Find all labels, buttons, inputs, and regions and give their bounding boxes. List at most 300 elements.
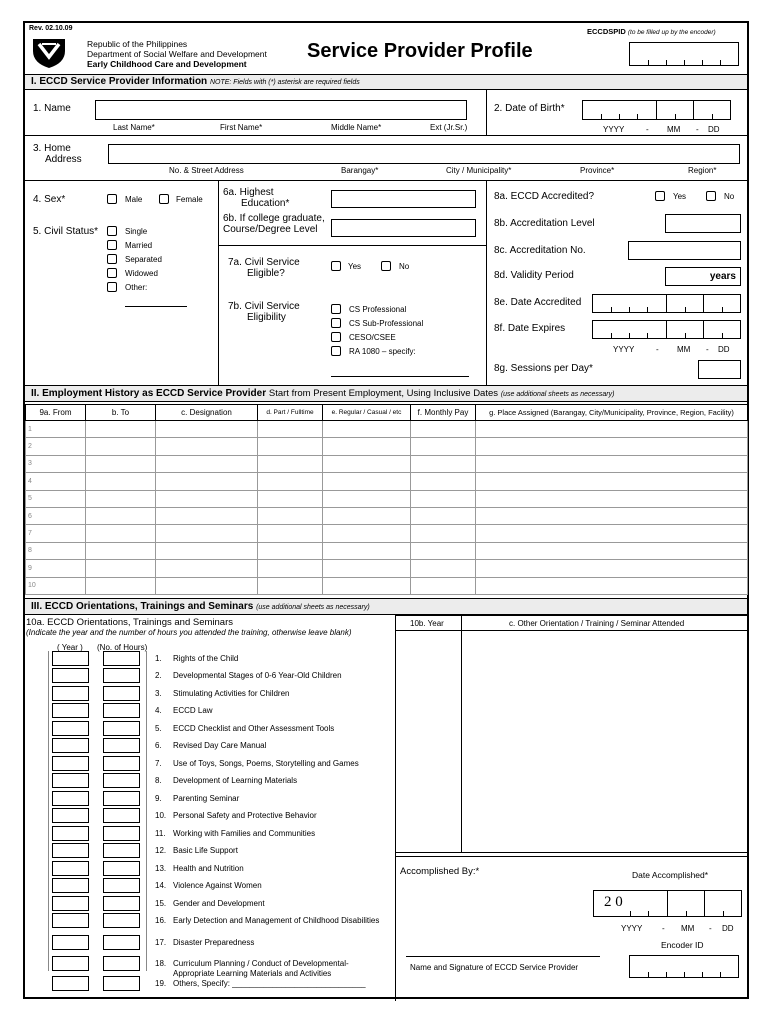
training-title: Curriculum Planning / Conduct of Developmental-Appropriate Learning Materials and Activities: [173, 959, 349, 978]
training-title: Working with Families and Communities: [173, 829, 316, 838]
other-checkbox[interactable]: [107, 282, 117, 292]
list-item: [155, 689, 383, 699]
table-cell[interactable]: [156, 455, 258, 472]
table-cell[interactable]: [156, 577, 258, 594]
eccdspid-note: (to be filled up by the encoder): [627, 29, 716, 36]
training-number: 11.: [155, 829, 166, 838]
training-title: Health and Nutrition: [173, 864, 244, 873]
training-hours-field[interactable]: [103, 826, 140, 841]
training-title: ECCD Law: [173, 706, 213, 715]
service-provider-profile-form: [23, 21, 749, 999]
eccdspid-field[interactable]: [629, 42, 739, 66]
table-cell[interactable]: [476, 577, 748, 594]
training-hours-field[interactable]: [103, 668, 140, 683]
table-cell[interactable]: [156, 560, 258, 577]
training-number: 6.: [155, 741, 162, 750]
validity-period-field[interactable]: [665, 267, 741, 286]
other-specify-line[interactable]: [125, 306, 187, 307]
table-cell[interactable]: [86, 560, 156, 577]
row-number-cell[interactable]: 6: [26, 507, 86, 524]
table-row: [26, 542, 748, 559]
training-number: 10.: [155, 811, 167, 820]
table-row: [26, 473, 748, 490]
table-cell[interactable]: [411, 542, 476, 559]
edu-6a-label-1: 6a. Highest: [223, 187, 274, 198]
city-label: City / Municipality*: [446, 166, 512, 175]
table-cell[interactable]: [86, 507, 156, 524]
training-title: Disaster Preparedness: [173, 938, 255, 947]
training-number: 13.: [155, 864, 167, 873]
region-label: Region*: [688, 166, 717, 175]
separated-checkbox[interactable]: [107, 254, 117, 264]
years-label: years: [709, 271, 736, 282]
training-hours-field[interactable]: [103, 935, 140, 950]
dob-yyyy: YYYY: [603, 125, 625, 134]
row-number-cell[interactable]: 7: [26, 525, 86, 542]
table-cell[interactable]: [156, 490, 258, 507]
table-cell[interactable]: [476, 542, 748, 559]
barangay-label: Barangay*: [341, 166, 379, 175]
row-number-cell[interactable]: 4: [26, 473, 86, 490]
widowed-label: Widowed: [125, 269, 158, 278]
acc-8a-label: 8a. ECCD Accredited?: [494, 191, 595, 202]
row-number-cell[interactable]: 8: [26, 542, 86, 559]
dob-label: 2. Date of Birth*: [494, 103, 565, 114]
other-year-head: 10b. Year: [410, 619, 444, 628]
edu-6b-label-1: 6b. If college graduate,: [223, 213, 325, 224]
cs-7b-label-1: 7b. Civil Service: [228, 301, 300, 312]
exp-dash2: -: [706, 345, 709, 354]
list-item: [155, 654, 383, 664]
male-checkbox[interactable]: [107, 194, 117, 204]
list-item: [155, 776, 383, 786]
table-cell[interactable]: [156, 438, 258, 455]
table-row: [26, 507, 748, 524]
col-part-fulltime: d. Part / Fulltime: [258, 405, 323, 421]
female-checkbox[interactable]: [159, 194, 169, 204]
accredited-no-label: No: [724, 192, 735, 201]
table-cell[interactable]: [86, 542, 156, 559]
training-year-field[interactable]: [52, 896, 89, 911]
table-cell[interactable]: [86, 421, 156, 438]
training-hours-field[interactable]: [103, 808, 140, 823]
cs-eligible-no-checkbox[interactable]: [381, 261, 391, 271]
training-hours-field[interactable]: [103, 896, 140, 911]
training-year-field[interactable]: [52, 686, 89, 701]
table-row: [26, 560, 748, 577]
table-row: [26, 455, 748, 472]
cs-professional-label: CS Professional: [349, 305, 407, 314]
table-cell[interactable]: [476, 507, 748, 524]
accomp-dash2: -: [709, 924, 712, 933]
dob-dd: DD: [708, 125, 720, 134]
date-accredited-field[interactable]: [592, 294, 741, 313]
training-number: 2.: [155, 671, 162, 680]
signature-line[interactable]: [406, 956, 600, 957]
table-cell[interactable]: [86, 455, 156, 472]
training-year-field[interactable]: [52, 668, 89, 683]
training-hours-field[interactable]: [103, 976, 140, 991]
table-cell[interactable]: [258, 525, 323, 542]
table-cell[interactable]: [411, 577, 476, 594]
table-cell[interactable]: [156, 507, 258, 524]
training-number: 1.: [155, 654, 162, 663]
col-place-assigned: g. Place Assigned (Barangay, City/Municipality, Province, Region, Facility): [476, 405, 748, 421]
training-number: 18.: [155, 959, 167, 968]
single-checkbox[interactable]: [107, 226, 117, 236]
section2-title: II. Employment History as ECCD Service Provider: [31, 388, 267, 399]
accredited-yes-checkbox[interactable]: [655, 191, 665, 201]
section1-note: NOTE: Fields with (*) asterisk are required fields: [209, 79, 360, 86]
list-item: [155, 938, 383, 948]
row-number-cell[interactable]: 3: [26, 455, 86, 472]
date-prefix: 2 0: [604, 894, 623, 910]
training-year-field[interactable]: [52, 956, 89, 971]
table-cell[interactable]: [86, 473, 156, 490]
list-item: [155, 794, 383, 804]
row-number-cell[interactable]: 5: [26, 490, 86, 507]
table-cell[interactable]: [411, 507, 476, 524]
table-row: [26, 438, 748, 455]
table-cell[interactable]: [258, 438, 323, 455]
training-hours-field[interactable]: [103, 686, 140, 701]
row-number-cell[interactable]: 2: [26, 438, 86, 455]
training-year-field[interactable]: [52, 861, 89, 876]
list-item: [155, 724, 383, 734]
table-cell[interactable]: [323, 421, 411, 438]
middle-name-label: Middle Name*: [331, 123, 382, 132]
table-cell[interactable]: [258, 542, 323, 559]
table-cell[interactable]: [258, 507, 323, 524]
training-year-field[interactable]: [52, 808, 89, 823]
male-label: Male: [125, 195, 143, 204]
training-year-field[interactable]: [52, 913, 89, 928]
training-hours-field[interactable]: [103, 843, 140, 858]
row-number-cell[interactable]: 1: [26, 421, 86, 438]
table-cell[interactable]: [86, 438, 156, 455]
encoder-id-label: Encoder ID: [661, 940, 704, 950]
table-cell[interactable]: [258, 490, 323, 507]
training-hours-field[interactable]: [103, 913, 140, 928]
signature-label: Name and Signature of ECCD Service Provider: [410, 963, 579, 972]
table-row: [26, 577, 748, 594]
dob-dash2: -: [696, 125, 699, 134]
acc-8b-label: 8b. Accreditation Level: [494, 218, 595, 229]
list-item: [155, 979, 383, 989]
single-label: Single: [125, 227, 148, 236]
training-title: Others, Specify: ______________________________: [173, 979, 366, 988]
list-item: [155, 741, 383, 751]
training-number: 4.: [155, 706, 162, 715]
training-hours-field[interactable]: [103, 956, 140, 971]
list-item: [155, 706, 383, 716]
list-item: [155, 864, 383, 874]
acc-8d-label: 8d. Validity Period: [494, 270, 574, 281]
first-name-label: First Name*: [220, 123, 263, 132]
table-cell[interactable]: [476, 438, 748, 455]
table-row: [26, 490, 748, 507]
list-item: [155, 881, 383, 891]
table-cell[interactable]: [411, 455, 476, 472]
dob-dash1: -: [646, 125, 649, 134]
cs-7a-label-1: 7a. Civil Service: [228, 257, 300, 268]
col-to: b. To: [86, 405, 156, 421]
table-cell[interactable]: [411, 525, 476, 542]
dswd-logo-icon: [31, 37, 67, 69]
training-title: Basic Life Support: [173, 846, 238, 855]
ext-label: Ext (Jr.Sr.): [430, 123, 468, 132]
training-year-field[interactable]: [52, 721, 89, 736]
other-training-head: c. Other Orientation / Training / Seminar Attended: [509, 619, 685, 628]
training-hours-field[interactable]: [103, 703, 140, 718]
table-cell[interactable]: [323, 507, 411, 524]
training-number: 3.: [155, 689, 162, 698]
table-cell[interactable]: [323, 577, 411, 594]
eccdspid-title: ECCDSPID: [587, 27, 626, 36]
row-number-cell[interactable]: 10: [26, 577, 86, 594]
table-cell[interactable]: [323, 438, 411, 455]
section3-title: III. ECCD Orientations, Trainings and Seminars: [31, 601, 254, 612]
encoder-id-field[interactable]: [629, 955, 739, 978]
training-number: 19.: [155, 979, 167, 988]
training-year-field[interactable]: [52, 773, 89, 788]
col-from: 9a. From: [26, 405, 86, 421]
row-number-cell[interactable]: 9: [26, 560, 86, 577]
eccdspid-label: [587, 27, 716, 36]
training-hours-field[interactable]: [103, 651, 140, 666]
date-accomplished-field[interactable]: [593, 890, 742, 917]
table-cell[interactable]: [156, 421, 258, 438]
table-cell[interactable]: [476, 525, 748, 542]
accredited-yes-label: Yes: [673, 192, 687, 201]
table-row: [26, 525, 748, 542]
married-checkbox[interactable]: [107, 240, 117, 250]
cs-sub-professional-label: CS Sub-Professional: [349, 319, 424, 328]
training-year-field[interactable]: [52, 738, 89, 753]
section3-note: (use additional sheets as necessary): [256, 604, 370, 611]
table-cell[interactable]: [258, 577, 323, 594]
accredited-no-checkbox[interactable]: [706, 191, 716, 201]
accomplished-by-label: Accomplished By:*: [400, 866, 480, 877]
training-title: Stimulating Activities for Children: [173, 689, 290, 698]
accomp-mm: MM: [681, 924, 695, 933]
home-address-field[interactable]: [108, 144, 740, 164]
agency-line1: Republic of the Philippines: [87, 39, 188, 49]
province-label: Province*: [580, 166, 615, 175]
table-cell[interactable]: [323, 542, 411, 559]
cs-eligible-no-label: No: [399, 262, 410, 271]
training-hours-field[interactable]: [103, 791, 140, 806]
civil-status-label: 5. Civil Status*: [33, 226, 99, 237]
table-cell[interactable]: [323, 490, 411, 507]
table-header-row: [26, 405, 748, 421]
acc-8c-label: 8c. Accreditation No.: [494, 245, 586, 256]
accomp-yyyy: YYYY: [621, 924, 643, 933]
table-cell[interactable]: [476, 473, 748, 490]
table-cell[interactable]: [258, 421, 323, 438]
acc-8f-label: 8f. Date Expires: [494, 323, 566, 334]
training-number: 15.: [155, 899, 167, 908]
table-cell[interactable]: [411, 490, 476, 507]
training-year-field[interactable]: [52, 878, 89, 893]
table-cell[interactable]: [156, 542, 258, 559]
cs-professional-checkbox[interactable]: [331, 304, 341, 314]
training-number: 9.: [155, 794, 162, 803]
training-year-field[interactable]: [52, 651, 89, 666]
dob-field[interactable]: [582, 100, 731, 120]
section2-note: (use additional sheets as necessary): [500, 391, 615, 398]
training-number: 8.: [155, 776, 162, 785]
name-field[interactable]: [95, 100, 467, 120]
training-number: 14.: [155, 881, 167, 890]
table-cell[interactable]: [156, 473, 258, 490]
training-title: ECCD Checklist and Other Assessment Tools: [173, 724, 335, 733]
training-title: Gender and Development: [173, 899, 265, 908]
list-item: [155, 846, 383, 856]
section3-header: [25, 598, 747, 615]
education-field[interactable]: [331, 190, 476, 208]
agency-line2: Department of Social Welfare and Development: [87, 49, 267, 59]
training-number: 7.: [155, 759, 162, 768]
training-year-field[interactable]: [52, 826, 89, 841]
training-hours-field[interactable]: [103, 861, 140, 876]
training-hours-field[interactable]: [103, 756, 140, 771]
sex-label: 4. Sex*: [33, 194, 66, 205]
training-year-field[interactable]: [52, 843, 89, 858]
table-cell[interactable]: [411, 438, 476, 455]
other-trainings-area[interactable]: [396, 631, 747, 852]
table-cell[interactable]: [323, 473, 411, 490]
table-cell[interactable]: [476, 560, 748, 577]
street-label: No. & Street Address: [169, 166, 244, 175]
col-designation: c. Designation: [156, 405, 258, 421]
table-cell[interactable]: [323, 525, 411, 542]
training-year-field[interactable]: [52, 976, 89, 991]
table-cell[interactable]: [258, 473, 323, 490]
table-cell[interactable]: [86, 490, 156, 507]
list-item: [155, 899, 383, 909]
section1-header: [25, 74, 747, 90]
training-hours-field[interactable]: [103, 878, 140, 893]
hours-column-head: (No. of Hours): [97, 643, 148, 652]
table-cell[interactable]: [258, 455, 323, 472]
accreditation-level-field[interactable]: [665, 214, 741, 233]
ceso-label: CESO/CSEE: [349, 333, 396, 342]
section2-header: [25, 385, 747, 402]
table-cell[interactable]: [86, 525, 156, 542]
table-cell[interactable]: [323, 560, 411, 577]
acc-8g-label: 8g. Sessions per Day*: [494, 363, 593, 374]
date-expires-field[interactable]: [592, 320, 741, 339]
list-item: [155, 759, 383, 769]
table-cell[interactable]: [476, 421, 748, 438]
col-regular-casual: e. Regular / Casual / etc: [323, 405, 411, 421]
edu-6a-label-2: Education*: [241, 198, 290, 209]
training-year-field[interactable]: [52, 703, 89, 718]
list-item: [155, 916, 383, 926]
date-accomplished-label: Date Accomplished*: [632, 870, 709, 880]
list-item: [155, 811, 383, 821]
training-year-field[interactable]: [52, 935, 89, 950]
training-title: Use of Toys, Songs, Poems, Storytelling and Games: [173, 759, 359, 768]
training-year-field[interactable]: [52, 756, 89, 771]
year-column-head: ( Year ): [57, 643, 83, 652]
list-item: [155, 829, 383, 839]
trainings-note: (Indicate the year and the number of hours you attended the training, otherwise leave blank): [26, 628, 352, 637]
acc-8e-label: 8e. Date Accredited: [494, 297, 582, 308]
cs-eligible-yes-checkbox[interactable]: [331, 261, 341, 271]
table-cell[interactable]: [476, 490, 748, 507]
table-row: [26, 421, 748, 438]
ra1080-specify-line[interactable]: [331, 376, 469, 377]
female-label: Female: [176, 195, 203, 204]
training-number: 16.: [155, 916, 167, 925]
training-title: Development of Learning Materials: [173, 776, 298, 785]
training-title: Parenting Seminar: [173, 794, 240, 803]
section2-subtitle: Start from Present Employment, Using Inclusive Dates: [268, 388, 499, 399]
home-label-2: Address: [45, 154, 82, 165]
exp-mm: MM: [677, 345, 691, 354]
table-cell[interactable]: [156, 525, 258, 542]
rev-label: Rev. 02.10.09: [29, 25, 73, 32]
employment-history-table: [25, 404, 748, 595]
table-cell[interactable]: [86, 577, 156, 594]
name-label: 1. Name: [33, 103, 71, 114]
table-cell[interactable]: [476, 455, 748, 472]
home-label-1: 3. Home: [33, 143, 71, 154]
sessions-per-day-field[interactable]: [698, 360, 741, 379]
accomp-dash1: -: [662, 924, 665, 933]
last-name-label: Last Name*: [113, 123, 155, 132]
training-number: 5.: [155, 724, 162, 733]
separated-label: Separated: [125, 255, 162, 264]
training-title: Rights of the Child: [173, 654, 239, 663]
table-cell[interactable]: [258, 560, 323, 577]
agency-line3: Early Childhood Care and Development: [87, 59, 247, 69]
dob-mm: MM: [667, 125, 681, 134]
training-title: Early Detection and Management of Childhood Disabilities: [173, 916, 380, 925]
page-title: Service Provider Profile: [307, 40, 533, 62]
ra1080-label: RA 1080 – specify:: [349, 347, 416, 356]
cs-sub-professional-checkbox[interactable]: [331, 318, 341, 328]
section1-title: I. ECCD Service Provider Information: [31, 76, 208, 87]
exp-dash1: -: [656, 345, 659, 354]
training-number: 12.: [155, 846, 167, 855]
table-cell[interactable]: [411, 473, 476, 490]
training-year-field[interactable]: [52, 791, 89, 806]
accreditation-no-field[interactable]: [628, 241, 741, 260]
accomp-dd: DD: [722, 924, 734, 933]
table-cell[interactable]: [411, 421, 476, 438]
training-hours-field[interactable]: [103, 738, 140, 753]
training-hours-field[interactable]: [103, 773, 140, 788]
training-title: Revised Day Care Manual: [173, 741, 267, 750]
table-cell[interactable]: [411, 560, 476, 577]
training-number: 17.: [155, 938, 167, 947]
training-hours-field[interactable]: [103, 721, 140, 736]
cs-7a-label-2: Eligible?: [247, 268, 285, 279]
course-field[interactable]: [331, 219, 476, 237]
widowed-checkbox[interactable]: [107, 268, 117, 278]
exp-yyyy: YYYY: [613, 345, 635, 354]
list-item: [155, 671, 383, 681]
cs-eligible-yes-label: Yes: [348, 262, 362, 271]
ceso-checkbox[interactable]: [331, 332, 341, 342]
table-cell[interactable]: [323, 455, 411, 472]
training-title: Personal Safety and Protective Behavior: [173, 811, 317, 820]
ra1080-checkbox[interactable]: [331, 346, 341, 356]
list-item: [155, 959, 383, 979]
